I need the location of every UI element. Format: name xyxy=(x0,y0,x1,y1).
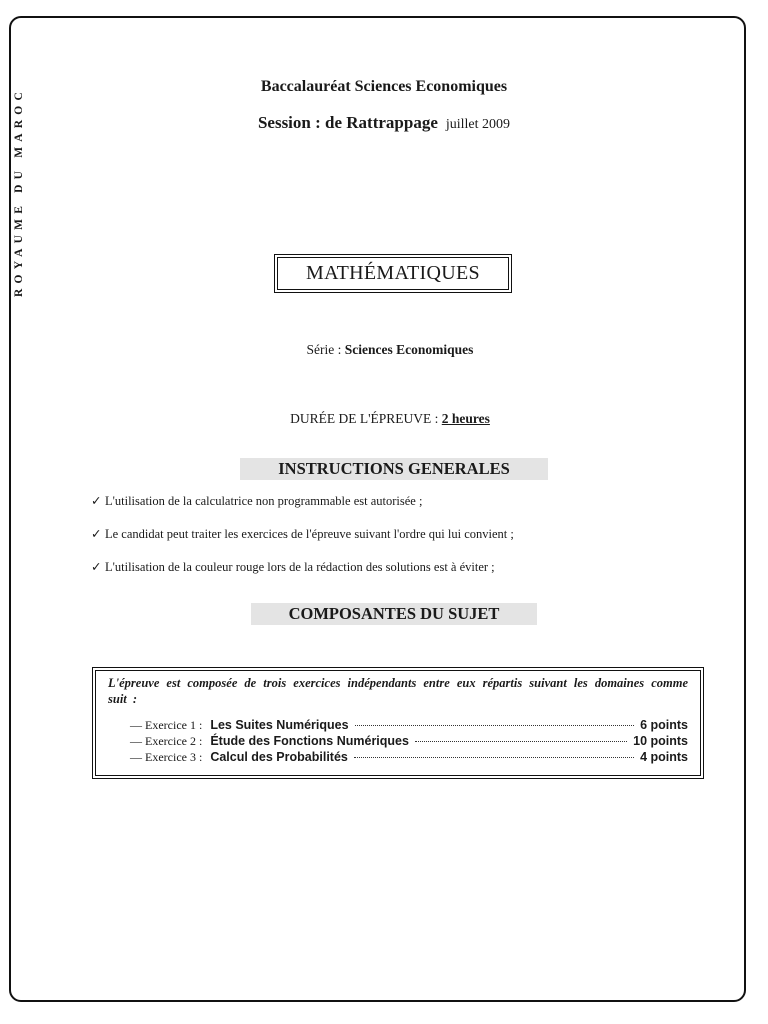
exercise-prefix: — Exercice 1 : xyxy=(130,718,203,732)
dot-leader xyxy=(415,741,627,742)
session-label: Session : de Rattrappage xyxy=(257,113,438,132)
exercise-points: 4 points xyxy=(640,750,688,764)
exercise-points: 6 points xyxy=(640,718,688,732)
dot-leader xyxy=(355,725,635,726)
session-line xyxy=(0,113,768,133)
exercise-prefix: — Exercice 3 : xyxy=(130,750,203,764)
check-icon: ✓ xyxy=(91,494,102,508)
duration-label: DURÉE DE L'ÉPREUVE : xyxy=(290,411,439,426)
components-box xyxy=(92,667,704,779)
side-text-label: ROYAUME DU MAROC xyxy=(13,87,25,297)
serie-value: Sciences Economiques xyxy=(344,342,474,357)
instruction-text: L'utilisation de la calculatrice non programmable est autorisée ; xyxy=(105,494,423,508)
components-heading: COMPOSANTES DU SUJET xyxy=(251,603,537,625)
exercise-prefix: — Exercice 2 : xyxy=(130,734,203,748)
exercise-row xyxy=(108,749,688,765)
dot-leader xyxy=(354,757,634,758)
exercise-name: Les Suites Numériques xyxy=(210,718,349,732)
list-item xyxy=(91,492,691,525)
side-vertical-text xyxy=(10,72,28,312)
check-icon: ✓ xyxy=(91,560,102,574)
instructions-heading: INSTRUCTIONS GENERALES xyxy=(240,458,548,480)
instruction-text: Le candidat peut traiter les exercices de l'épreuve suivant l'ordre qui lui convient ; xyxy=(105,527,514,541)
exercise-name: Calcul des Probabilités xyxy=(210,750,348,764)
session-date: juillet 2009 xyxy=(445,117,511,132)
duration-line xyxy=(0,411,768,427)
exercise-row xyxy=(108,717,688,733)
exercise-list xyxy=(108,717,688,765)
duration-value: 2 heures xyxy=(441,411,490,426)
exercise-name: Étude des Fonctions Numériques xyxy=(210,734,409,748)
check-icon: ✓ xyxy=(91,527,102,541)
exercise-points: 10 points xyxy=(633,734,688,748)
instruction-text: L'utilisation de la couleur rouge lors de la rédaction des solutions est à éviter ; xyxy=(105,560,495,574)
subject-title-box xyxy=(274,254,512,293)
list-item xyxy=(91,558,691,591)
exercise-row xyxy=(108,733,688,749)
exam-title-line: Baccalauréat Sciences Economiques xyxy=(260,78,508,95)
serie-label: Série : xyxy=(306,342,342,357)
components-intro: L'épreuve est composée de trois exercices indépendants entre eux répartis suivant les domaines comme suit : xyxy=(108,676,688,706)
list-item xyxy=(91,525,691,558)
instructions-list xyxy=(91,492,691,591)
subject-title: MATHÉMATIQUES xyxy=(277,257,509,290)
components-inner xyxy=(95,670,701,776)
serie-line xyxy=(0,342,768,358)
